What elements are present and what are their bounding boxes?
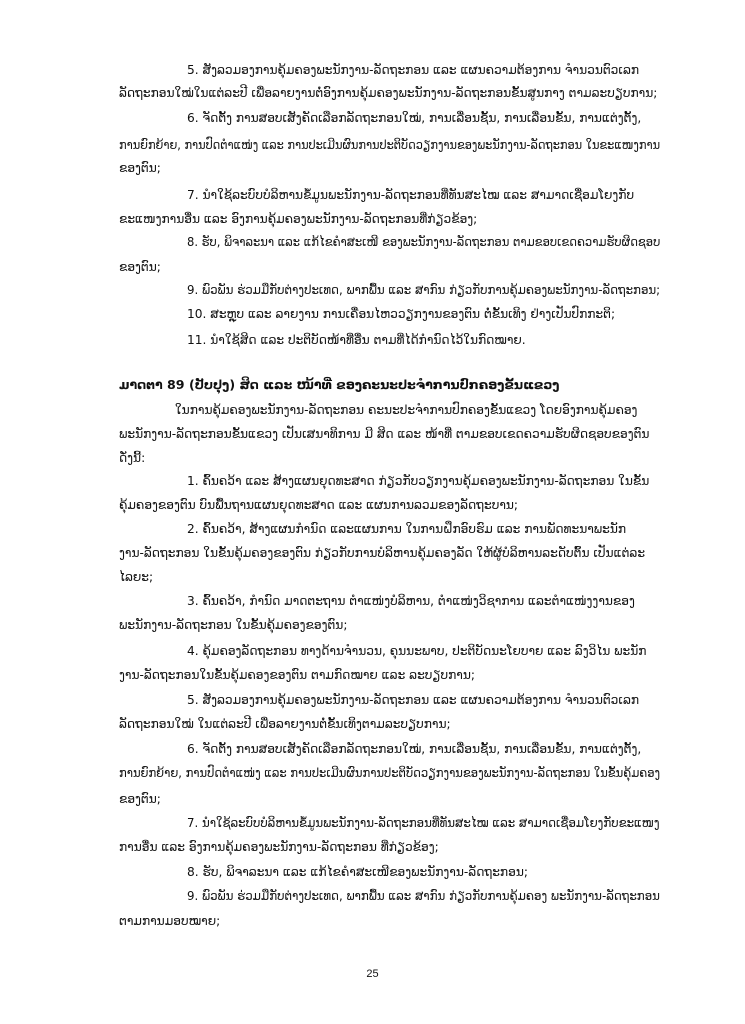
list-item-line: ຂະແໜງການອື່ນ ແລະ ອົງການຄຸ້ມຄອງພະນັກງານ-ລັດຖະກອນທີ່ກ່ຽວຂ້ອງ; — [119, 212, 478, 226]
intro-line: ພະນັກງານ-ລັດຖະກອນຂັ້ນແຂວງ ເປັນເສນາທິການ ມີ ສິດ ແລະ ໜ້າທີ່ ຕາມຂອບເຂດຄວາມຮັບຜິດຊອບຂອງຕົນ — [119, 427, 650, 441]
list-item-line: ງານ-ລັດຖະກອນ ໃນຂັ້ນຄຸ້ມຄອງຂອງຕົນ ກ່ຽວກັບການບໍລິຫານຄຸ້ມຄອງລັດ ໃຫ້ຜູ້ບໍລິຫານລະດັບຕົ້ນ ເປັນແຕ່ລະ — [119, 546, 646, 560]
list-item-line: ຂອງຕົນ; — [119, 260, 161, 274]
list-item-line: 6. ຈັດຕັ້ງ ການສອບເສັງຄັດເລືອກລັດຖະກອນໃໝ່, ການເລື່ອນຊັ້ນ, ການເລື່ອນຂັ້ນ, ການແຕ່ງຕັ້ງ, — [187, 111, 642, 125]
list-item-line: 9. ພົວພັນ ຮ່ວມມືກັບຕ່າງປະເທດ, ພາກພື້ນ ແລະ ສາກົນ ກ່ຽວກັບການຄຸ້ມຄອງ ພະນັກງານ-ລັດຖະກອນ — [187, 889, 660, 903]
list-item-line: 7. ນຳໃຊ້ລະບົບບໍລິຫານຂໍ້ມູນພະນັກງານ-ລັດຖະກອນທີ່ທັນສະໄໝ ແລະ ສາມາດເຊື່ອມໂຍງກັບຂະແໜງ — [187, 816, 660, 830]
list-item-line: ໄລຍະ; — [119, 570, 154, 584]
list-item-line: ການຍົກຍ້າຍ, ການປົດຕຳແໜ່ງ ແລະ ການປະເມີນຜົນການປະຕິບັດວຽກງານຂອງພະນັກງານ-ລັດຖະກອນ ໃນຂັ້ນຄຸ້ມຄອງ — [119, 766, 661, 780]
list-item-line: 10. ສະຫຼຸບ ແລະ ລາຍງານ ການເຄື່ອນໄຫວວຽກງານຂອງຕົນ ຕໍ່ຂັ້ນເທິງ ຢ່າງເປັນປົກກະຕິ; — [187, 307, 616, 321]
list-item-line: ການອື່ນ ແລະ ອົງການຄຸ້ມຄອງພະນັກງານ-ລັດຖະກອນ ທີ່ກ່ຽວຂ້ອງ; — [119, 840, 439, 854]
list-item-line: ການຍົກຍ້າຍ, ການປົດຕຳແໜ່ງ ແລະ ການປະເມີນຜົນການປະຕິບັດວຽກງານຂອງພະນັກງານ-ລັດຖະກອນ ໃນຂະແໜງການ — [119, 138, 661, 152]
list-item-line: 1. ຄົ້ນຄວ້າ ແລະ ສ້າງແຜນຍຸດທະສາດ ກ່ຽວກັບວຽກງານຄຸ້ມຄອງພະນັກງານ-ລັດຖະກອນ ໃນຂັ້ນ — [187, 474, 650, 488]
list-item-line: ພະນັກງານ-ລັດຖະກອນ ໃນຂັ້ນຄຸ້ມຄອງຂອງຕົນ; — [119, 618, 348, 632]
list-item-line: 5. ສັງລວມອງການຄຸ້ມຄອງພະນັກງານ-ລັດຖະກອນ ແລະ ແຜນຄວາມຕ້ອງການ ຈຳນວນຕົວເລກ — [187, 693, 640, 707]
list-item-line: ງານ-ລັດຖະກອນໃນຂັ້ນຄຸ້ມຄອງຂອງຕົນ ຕາມກົດໝາຍ ແລະ ລະບຽບການ; — [119, 668, 475, 682]
list-item-line: 7. ນຳໃຊ້ລະບົບບໍລິຫານຂໍ້ມູນພະນັກງານ-ລັດຖະກອນທີ່ທັນສະໄໝ ແລະ ສາມາດເຊື່ອມໂຍງກັບ — [187, 188, 635, 202]
list-item-line: ຂອງຕົນ; — [119, 161, 161, 175]
list-item-line: 5. ສັງລວມອງການຄຸ້ມຄອງພະນັກງານ-ລັດຖະກອນ ແລະ ແຜນຄວາມຕ້ອງການ ຈຳນວນຕົວເລກ — [187, 63, 640, 77]
list-item-line: ຂອງຕົນ; — [119, 792, 161, 806]
list-item-line: ຕາມການມອບໝາຍ; — [119, 914, 221, 928]
list-item-line: 9. ພົວພັນ ຮ່ວມມືກັບຕ່າງປະເທດ, ພາກພື້ນ ແລະ ສາກົນ ກ່ຽວກັບການຄຸ້ມຄອງພະນັກງານ-ລັດຖະກອນ; — [187, 283, 661, 297]
intro-line: ດັ່ງນີ້: — [119, 451, 146, 465]
article-heading: ມາດຕາ 89 (ປັບປຸງ) ສິດ ແລະ ໜ້າທີ່ ຂອງຄະນະປະຈຳການປົກຄອງຂັ້ນແຂວງ — [119, 377, 560, 392]
list-item-line: 8. ຮັບ, ພິຈາລະນາ ແລະ ແກ້ໄຂຄຳສະເໜີຂອງພະນັກງານ-ລັດຖະກອນ; — [187, 865, 528, 879]
list-item-line: ລັດຖະກອນໃໝ່ ໃນແຕ່ລະປີ ເພື່ອລາຍງານຕໍ່ຂັ້ນເທິງຕາມລະບຽບການ; — [119, 717, 451, 731]
intro-line: ໃນການຄຸ້ມຄອງພະນັກງານ-ລັດຖະກອນ ຄະນະປະຈຳການປົກຄອງຂັ້ນແຂວງ ໂດຍອົງການຄຸ້ມຄອງ — [175, 403, 638, 417]
list-item-line: 4. ຄຸ້ມຄອງລັດຖະກອນ ທາງດ້ານຈຳນວນ, ຄຸນນະພາບ, ປະຕິບັດນະໂຍບາຍ ແລະ ລົງວິໄນ ພະນັກ — [187, 644, 647, 658]
list-item-line: ຄຸ້ມຄອງຂອງຕົນ ບົນພື້ນຖານແຜນຍຸດທະສາດ ແລະ ແຜນການລວມຂອງລັດຖະບານ; — [119, 498, 519, 512]
list-item-line: 11. ນຳໃຊ້ສິດ ແລະ ປະຕິບັດໜ້າທີ່ອື່ນ ຕາມທີ່ໄດ້ກຳນົດໄວ້ໃນກົດໝາຍ. — [187, 333, 526, 347]
list-item-line: 2. ຄົ້ນຄວ້າ, ສ້າງແຜນກຳນົດ ແລະແຜນການ ໃນການຝຶກອົບຮົມ ແລະ ການພັດທະນາພະນັກ — [187, 522, 627, 536]
list-item-line: 6. ຈັດຕັ້ງ ການສອບເສັງຄັດເລືອກລັດຖະກອນໃໝ່, ການເລື່ອນຊັ້ນ, ການເລື່ອນຂັ້ນ, ການແຕ່ງຕັ້ງ, — [187, 742, 642, 756]
list-item-line: ລັດຖະກອນໃໝ່ໃນແຕ່ລະປີ ເພື່ອລາຍງານຕໍ່ອົງການຄຸ້ມຄອງພະນັກງານ-ລັດຖະກອນຂັ້ນສູນກາງ ຕາມລະບຽບການ; — [119, 86, 658, 100]
list-item-line: 8. ຮັບ, ພິຈາລະນາ ແລະ ແກ້ໄຂຄຳສະເໜີ ຂອງພະນັກງານ-ລັດຖະກອນ ຕາມຂອບເຂດຄວາມຮັບຜິດຊອບ — [187, 235, 661, 249]
page-number: 25 — [366, 968, 379, 980]
list-item-line: 3. ຄົ້ນຄວ້າ, ກຳນົດ ມາດຕະຖານ ຕຳແໜ່ງບໍລິຫານ, ຕຳແໜ່ງວິຊາການ ແລະຕຳແໜ່ງງານຂອງ — [187, 594, 635, 608]
